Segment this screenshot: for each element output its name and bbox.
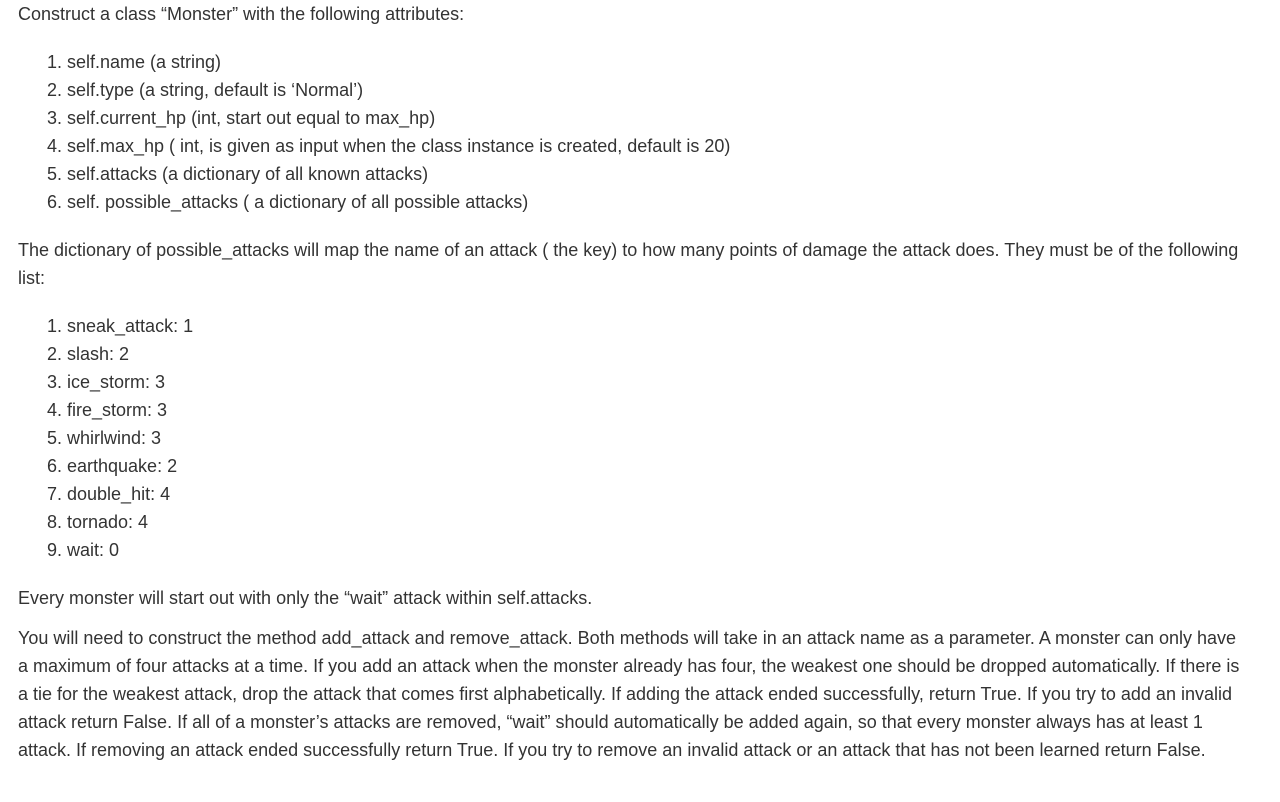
attack-item: 1. sneak_attack: 1	[67, 312, 1240, 340]
attribute-item: 4. self.max_hp ( int, is given as input when the class instance is created, default is 20)	[67, 132, 1240, 160]
attack-item: 2. slash: 2	[67, 340, 1240, 368]
attack-item: 3. ice_storm: 3	[67, 368, 1240, 396]
attribute-item: 5. self.attacks (a dictionary of all known attacks)	[67, 160, 1240, 188]
attribute-item: 2. self.type (a string, default is ‘Normal’)	[67, 76, 1240, 104]
attack-item: 8. tornado: 4	[67, 508, 1240, 536]
attribute-item: 3. self.current_hp (int, start out equal to max_hp)	[67, 104, 1240, 132]
attribute-item: 1. self.name (a string)	[67, 48, 1240, 76]
wait-paragraph: Every monster will start out with only the “wait” attack within self.attacks.	[18, 588, 593, 608]
attack-item: 6. earthquake: 2	[67, 452, 1240, 480]
attack-item: 5. whirlwind: 3	[67, 424, 1240, 452]
dictionary-paragraph: The dictionary of possible_attacks will map the name of an attack ( the key) to how many points of damage the attack does. They must be of the following list:	[18, 240, 1239, 288]
attribute-item: 6. self. possible_attacks ( a dictionary of all possible attacks)	[67, 188, 1240, 216]
attack-item: 4. fire_storm: 3	[67, 396, 1240, 424]
attack-list	[18, 312, 1240, 564]
attack-item: 9. wait: 0	[67, 536, 1240, 564]
methods-paragraph: You will need to construct the method add_attack and remove_attack. Both methods will take in an attack name as a parameter. A monster can only have a maximum of four attacks at a time. If you add an attack when the monster already has four, the weakest one should be dropped automatically. If there is a tie for the weakest attack, drop the attack that comes first alphabetically. If adding the attack ended successfully, return True. If you try to add an invalid attack return False. If all of a monster’s attacks are removed, “wait” should automatically be added again, so that every monster always has at least 1 attack. If removing an attack ended successfully return True. If you try to remove an invalid attack or an attack that has not been learned return False.	[18, 628, 1240, 760]
attack-item: 7. double_hit: 4	[67, 480, 1240, 508]
attribute-list	[18, 48, 1240, 216]
intro-text: Construct a class “Monster” with the following attributes:	[18, 4, 465, 24]
